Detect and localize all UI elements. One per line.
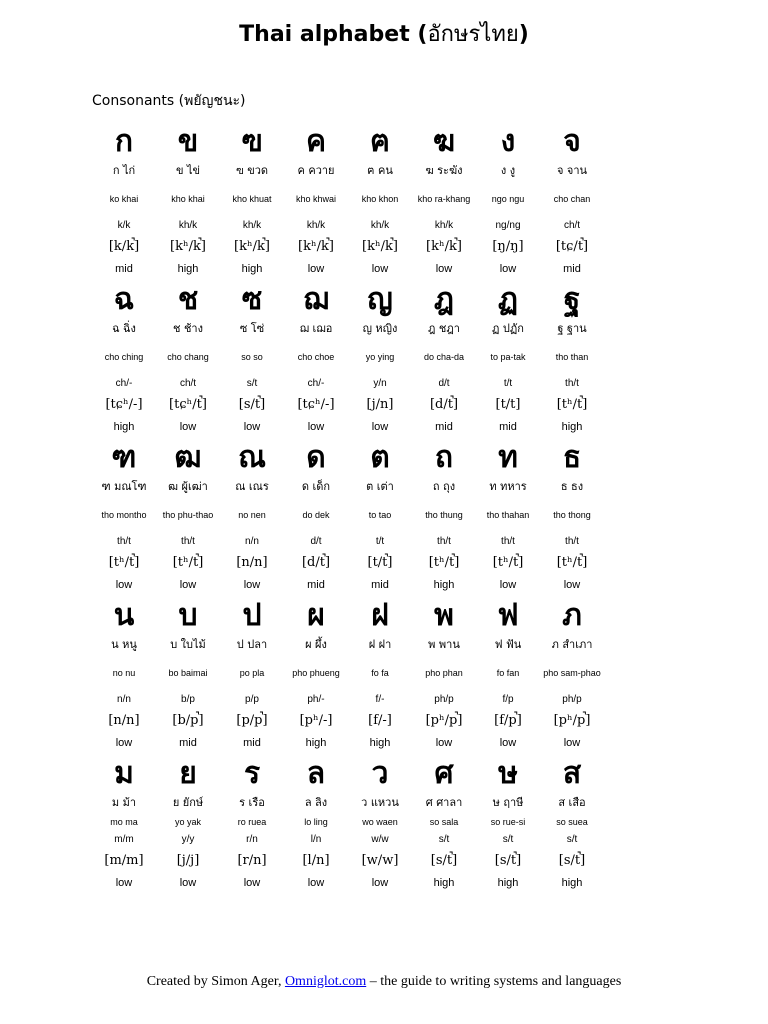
consonant-letter: ษ — [498, 756, 518, 791]
consonant-letter: ค — [305, 124, 327, 159]
consonant-class: low — [371, 263, 389, 275]
consonant-name: ต เต่า — [366, 480, 394, 493]
ipa-pronunciation: [w/w] — [361, 853, 399, 868]
ipa-pronunciation: [p/p̚] — [236, 713, 268, 728]
consonant-letter: ช — [177, 282, 199, 317]
consonant-cell — [476, 283, 540, 437]
consonant-name: ญ หญิง — [362, 322, 398, 335]
consonant-name: บ ใบไม้ — [170, 638, 206, 651]
consonant-romanized-name: tho thahan — [486, 510, 530, 520]
consonant-cell — [284, 599, 348, 753]
ipa-pronunciation: [tɕʰ/-] — [105, 397, 143, 412]
consonant-class: low — [435, 263, 453, 275]
consonant-cell — [540, 283, 604, 437]
consonant-romanized-name: tho than — [555, 352, 589, 362]
consonant-cell — [540, 757, 604, 893]
consonant-letter: ภ — [562, 598, 582, 633]
consonant-name: ส เสือ — [558, 796, 586, 809]
consonant-cell — [476, 125, 540, 279]
consonant-class: low — [307, 877, 325, 889]
consonant-cell — [412, 757, 476, 893]
consonant-cell — [284, 441, 348, 595]
ipa-pronunciation: [s/t̚] — [430, 853, 458, 868]
consonant-class: high — [497, 877, 519, 889]
consonant-romanized-name: no nen — [238, 510, 266, 520]
consonant-class: mid — [435, 421, 453, 433]
transliteration: f/p — [502, 694, 514, 705]
consonant-name: ด เด็ก — [301, 480, 331, 493]
ipa-pronunciation: [t/t̚] — [367, 555, 393, 570]
consonant-romanized-name: bo baimai — [168, 668, 208, 678]
consonant-name: ฟ ฟัน — [494, 638, 522, 651]
consonant-romanized-name: no nu — [112, 668, 136, 678]
consonant-romanized-name: do dek — [302, 510, 330, 520]
consonant-class: low — [115, 737, 133, 749]
consonant-cell — [220, 441, 284, 595]
consonant-cell — [220, 125, 284, 279]
consonant-romanized-name: yo yak — [174, 817, 201, 827]
consonant-class: low — [243, 877, 261, 889]
consonant-romanized-name: pho sam-phao — [543, 668, 601, 678]
consonant-class: high — [305, 737, 327, 749]
consonant-name: ฝ ฝา — [368, 638, 392, 651]
consonant-name: ภ สำเภา — [551, 638, 593, 651]
consonant-name: ค ควาย — [297, 164, 335, 177]
ipa-pronunciation: [s/t̚] — [494, 853, 522, 868]
transliteration: ph/p — [562, 694, 582, 705]
consonant-romanized-name: pho phan — [425, 668, 463, 678]
consonant-romanized-name: so rue-si — [490, 817, 526, 827]
ipa-pronunciation: [tʰ/t̚] — [428, 555, 460, 570]
consonant-cell — [92, 441, 156, 595]
consonant-cell — [284, 283, 348, 437]
transliteration: th/t — [437, 536, 451, 547]
consonant-grid — [92, 125, 668, 897]
consonant-letter: ฝ — [371, 598, 389, 633]
transliteration: ch/- — [307, 378, 325, 389]
consonant-letter: ซ — [241, 282, 263, 317]
consonant-cell — [412, 441, 476, 595]
consonant-name: ษ ฤาษี — [492, 796, 524, 809]
consonant-cell — [348, 283, 412, 437]
consonant-name: ฐ ฐาน — [557, 322, 587, 335]
consonant-class: mid — [307, 579, 325, 591]
transliteration: th/t — [565, 378, 579, 389]
consonant-class: mid — [563, 263, 581, 275]
transliteration: d/t — [310, 536, 322, 547]
consonant-class: low — [499, 263, 517, 275]
ipa-pronunciation: [kʰ/k̚] — [234, 239, 270, 254]
consonant-row — [92, 757, 668, 897]
consonant-letter: ก — [114, 124, 134, 159]
consonant-class: low — [307, 263, 325, 275]
consonant-cell — [348, 599, 412, 753]
transliteration: s/t — [566, 834, 578, 845]
consonant-romanized-name: so so — [241, 352, 263, 362]
consonant-letter: จ — [563, 124, 581, 159]
ipa-pronunciation: [f/-] — [368, 713, 392, 728]
consonant-letter: ท — [498, 440, 518, 475]
consonant-name: ฏ ปฏัก — [492, 322, 524, 335]
title-close: ) — [518, 22, 529, 47]
consonant-name: ฅ คน — [367, 164, 393, 177]
consonant-name: ศ ศาลา — [425, 796, 463, 809]
consonant-class: high — [433, 877, 455, 889]
transliteration: d/t — [438, 378, 450, 389]
consonant-romanized-name: kho ra-khang — [417, 194, 471, 204]
consonant-letter: ญ — [367, 282, 393, 317]
consonant-romanized-name: kho khuat — [232, 194, 272, 204]
ipa-pronunciation: [tʰ/t̚] — [172, 555, 204, 570]
ipa-pronunciation: [kʰ/k̚] — [170, 239, 206, 254]
consonant-name: ฑ มณโฑ — [101, 480, 147, 493]
consonant-cell — [156, 441, 220, 595]
consonant-name: ย ยักษ์ — [172, 796, 204, 809]
consonant-cell — [476, 441, 540, 595]
consonant-row — [92, 125, 668, 283]
consonant-cell — [156, 599, 220, 753]
ipa-pronunciation: [l/n] — [302, 853, 330, 868]
consonant-class: low — [371, 421, 389, 433]
consonant-romanized-name: so sala — [429, 817, 459, 827]
consonant-name: ล ลิง — [304, 796, 328, 809]
ipa-pronunciation: [tʰ/t̚] — [108, 555, 140, 570]
consonant-letter: ณ — [238, 440, 266, 475]
transliteration: n/n — [117, 694, 131, 705]
consonant-romanized-name: fo fa — [371, 668, 389, 678]
consonant-letter: ฐ — [563, 282, 581, 317]
transliteration: k/k — [117, 220, 131, 231]
omniglot-link[interactable]: Omniglot.com — [284, 974, 367, 989]
consonant-letter: ม — [114, 756, 134, 791]
consonant-letter: ด — [306, 440, 326, 475]
transliteration: p/p — [245, 694, 259, 705]
consonant-name: ฌ เฌอ — [299, 322, 333, 335]
consonant-class: low — [179, 579, 197, 591]
consonant-romanized-name: ro ruea — [237, 817, 267, 827]
transliteration: b/p — [181, 694, 195, 705]
consonant-letter: ธ — [562, 440, 582, 475]
consonant-name: ง งู — [500, 164, 516, 177]
transliteration: t/t — [375, 536, 385, 547]
ipa-pronunciation: [d/t̚] — [429, 397, 459, 412]
ipa-pronunciation: [pʰ/p̚] — [553, 713, 591, 728]
transliteration: ph/- — [307, 694, 325, 705]
ipa-pronunciation: [f/p̚] — [494, 713, 522, 728]
transliteration: kh/k — [178, 220, 198, 231]
consonant-name: ฆ ระฆัง — [425, 164, 463, 177]
ipa-pronunciation: [kʰ/k̚] — [426, 239, 462, 254]
consonant-name: ข ไข่ — [175, 164, 201, 177]
consonant-class: high — [241, 263, 263, 275]
consonant-class: low — [115, 579, 133, 591]
consonant-cell — [156, 125, 220, 279]
consonant-letter: ฆ — [432, 124, 456, 159]
consonant-letter: ถ — [434, 440, 454, 475]
consonant-cell — [220, 757, 284, 893]
consonant-romanized-name: po pla — [239, 668, 265, 678]
consonant-class: low — [243, 579, 261, 591]
consonant-name: ผ ผึ้ง — [305, 638, 327, 651]
consonant-letter: ฌ — [303, 282, 329, 317]
consonant-romanized-name: tho phu-thao — [162, 510, 214, 520]
transliteration: th/t — [117, 536, 131, 547]
consonant-class: mid — [115, 263, 133, 275]
consonant-romanized-name: mo ma — [110, 817, 138, 827]
consonant-class: mid — [179, 737, 197, 749]
transliteration: r/n — [246, 834, 258, 845]
ipa-pronunciation: [j/n] — [366, 397, 394, 412]
ipa-pronunciation: [pʰ/-] — [299, 713, 333, 728]
consonant-letter: ศ — [434, 756, 454, 791]
consonant-cell — [412, 283, 476, 437]
consonant-romanized-name: lo ling — [304, 817, 328, 827]
consonant-cell — [92, 283, 156, 437]
ipa-pronunciation: [tʰ/t̚] — [556, 397, 588, 412]
consonant-class: high — [561, 877, 583, 889]
transliteration: kh/k — [306, 220, 326, 231]
ipa-pronunciation: [t/t] — [495, 397, 521, 412]
consonant-romanized-name: do cha-da — [423, 352, 465, 362]
consonant-name: ซ โซ่ — [239, 322, 265, 335]
consonant-name: ม ม้า — [111, 796, 137, 809]
consonant-letter: ฉ — [113, 282, 135, 317]
consonant-romanized-name: cho ching — [104, 352, 144, 362]
consonant-name: ฒ ผู้เฒ่า — [168, 480, 208, 493]
ipa-pronunciation: [b/p̚] — [172, 713, 204, 728]
transliteration: th/t — [501, 536, 515, 547]
ipa-pronunciation: [n/n] — [108, 713, 140, 728]
consonant-letter: ล — [306, 756, 326, 791]
consonant-romanized-name: tho thong — [553, 510, 591, 520]
consonant-class: low — [179, 421, 197, 433]
consonant-name: ถ ถุง — [432, 480, 456, 493]
consonant-cell — [284, 757, 348, 893]
consonant-letter: ฟ — [497, 598, 519, 633]
consonant-cell — [540, 125, 604, 279]
consonant-romanized-name: pho phueng — [292, 668, 340, 678]
consonant-name: ณ เณร — [235, 480, 269, 493]
transliteration: s/t — [502, 834, 514, 845]
transliteration: th/t — [565, 536, 579, 547]
consonant-romanized-name: kho khon — [361, 194, 399, 204]
consonant-romanized-name: kho khwai — [295, 194, 337, 204]
consonant-row — [92, 599, 668, 757]
consonant-class: mid — [499, 421, 517, 433]
consonant-class: low — [499, 737, 517, 749]
transliteration: m/m — [114, 834, 134, 845]
footer-prefix: Created by Simon Ager, — [146, 974, 285, 989]
consonant-name: พ พาน — [428, 638, 460, 651]
ipa-pronunciation: [s/t̚] — [558, 853, 586, 868]
ipa-pronunciation: [tɕʰ/t̚] — [169, 397, 207, 412]
consonant-letter: ร — [243, 756, 261, 791]
transliteration: kh/k — [242, 220, 262, 231]
consonant-romanized-name: to pa-tak — [490, 352, 526, 362]
transliteration: ch/- — [115, 378, 133, 389]
consonant-letter: ว — [371, 756, 389, 791]
transliteration: f/- — [375, 694, 385, 705]
consonant-class: high — [177, 263, 199, 275]
consonant-cell — [540, 599, 604, 753]
ipa-pronunciation: [ŋ/ŋ] — [492, 239, 524, 254]
consonant-romanized-name: yo ying — [365, 352, 395, 362]
consonant-letter: ฒ — [174, 440, 202, 475]
ipa-pronunciation: [tʰ/t̚] — [492, 555, 524, 570]
consonant-letter: ฏ — [497, 282, 519, 317]
ipa-pronunciation: [tʰ/t̚] — [556, 555, 588, 570]
transliteration: ph/p — [434, 694, 454, 705]
ipa-pronunciation: [n/n] — [236, 555, 268, 570]
consonant-letter: ส — [562, 756, 582, 791]
consonant-letter: ฑ — [111, 440, 137, 475]
consonant-cell — [348, 125, 412, 279]
consonant-letter: ต — [370, 440, 390, 475]
ipa-pronunciation: [kʰ/k̚] — [298, 239, 334, 254]
consonant-romanized-name: so suea — [556, 817, 588, 827]
ipa-pronunciation: [kʰ/k̚] — [362, 239, 398, 254]
page-title — [0, 16, 768, 51]
ipa-pronunciation: [j/j] — [176, 853, 200, 868]
consonant-name: ร เรือ — [239, 796, 265, 809]
consonant-class: low — [371, 877, 389, 889]
consonant-cell — [220, 283, 284, 437]
consonant-letter: ฅ — [369, 124, 391, 159]
transliteration: t/t — [503, 378, 513, 389]
consonant-class: low — [115, 877, 133, 889]
consonant-name: ว แหวน — [361, 796, 399, 809]
ipa-pronunciation: [tɕʰ/-] — [297, 397, 335, 412]
section-title: Consonants (พยัญชนะ) — [92, 93, 246, 109]
consonant-letter: พ — [434, 598, 454, 633]
ipa-pronunciation: [s/t̚] — [238, 397, 266, 412]
consonant-class: high — [561, 421, 583, 433]
ipa-pronunciation: [k/k̚] — [108, 239, 140, 254]
consonant-letter: บ — [178, 598, 198, 633]
consonant-name: ฉ ฉิ่ง — [112, 322, 136, 335]
consonant-class: high — [369, 737, 391, 749]
consonant-row — [92, 283, 668, 441]
consonant-name: ธ ธง — [560, 480, 584, 493]
consonant-class: low — [563, 737, 581, 749]
transliteration: w/w — [371, 834, 389, 845]
consonant-letter: ย — [179, 756, 197, 791]
consonant-class: low — [307, 421, 325, 433]
consonant-romanized-name: cho chang — [167, 352, 209, 362]
transliteration: n/n — [245, 536, 259, 547]
consonant-romanized-name: cho choe — [297, 352, 335, 362]
consonant-name: ฎ ชฎา — [428, 322, 460, 335]
consonant-name: น หนู — [111, 638, 137, 651]
consonant-romanized-name: tho montho — [101, 510, 147, 520]
consonant-class: low — [435, 737, 453, 749]
footer-suffix: – the guide to writing systems and languages — [366, 974, 622, 989]
consonant-romanized-name: wo waen — [362, 817, 398, 827]
consonant-row — [92, 441, 668, 599]
consonant-letter: ผ — [307, 598, 325, 633]
consonant-cell — [476, 599, 540, 753]
consonant-cell — [92, 125, 156, 279]
consonant-name: ก ไก่ — [112, 164, 136, 177]
consonant-cell — [220, 599, 284, 753]
consonant-class: low — [499, 579, 517, 591]
consonant-cell — [540, 441, 604, 595]
ipa-pronunciation: [m/m] — [104, 853, 144, 868]
transliteration: y/n — [373, 378, 387, 389]
consonant-letter: ฃ — [241, 124, 263, 159]
consonant-letter: ง — [500, 124, 516, 159]
consonant-cell — [284, 125, 348, 279]
consonant-cell — [412, 125, 476, 279]
consonant-name: ป ปลา — [236, 638, 268, 651]
ipa-pronunciation: [r/n] — [237, 853, 267, 868]
consonant-name: ฃ ขวด — [235, 164, 269, 177]
consonant-class: high — [113, 421, 135, 433]
title-main: Thai alphabet ( — [239, 22, 428, 47]
transliteration: ch/t — [179, 378, 197, 389]
consonant-class: mid — [371, 579, 389, 591]
transliteration: l/n — [310, 834, 322, 845]
consonant-name: ช ช้าง — [173, 322, 203, 335]
transliteration: ch/t — [563, 220, 581, 231]
transliteration: th/t — [181, 536, 195, 547]
footer — [0, 974, 768, 990]
consonant-romanized-name: ko khai — [109, 194, 139, 204]
consonant-letter: น — [113, 598, 135, 633]
transliteration: kh/k — [434, 220, 454, 231]
ipa-pronunciation: [pʰ/p̚] — [425, 713, 463, 728]
consonant-class: low — [243, 421, 261, 433]
consonant-cell — [476, 757, 540, 893]
consonant-romanized-name: to tao — [368, 510, 392, 520]
consonant-class: high — [433, 579, 455, 591]
consonant-cell — [92, 599, 156, 753]
transliteration: kh/k — [370, 220, 390, 231]
consonant-romanized-name: ngo ngu — [491, 194, 525, 204]
consonant-romanized-name: kho khai — [171, 194, 205, 204]
consonant-class: low — [179, 877, 197, 889]
title-thai: อักษรไทย — [427, 22, 519, 47]
consonant-romanized-name: tho thung — [425, 510, 463, 520]
consonant-letter: ข — [177, 124, 199, 159]
consonant-class: mid — [243, 737, 261, 749]
consonant-romanized-name: fo fan — [496, 668, 520, 678]
consonant-letter: ป — [242, 598, 262, 633]
consonant-letter: ฎ — [433, 282, 455, 317]
transliteration: y/y — [181, 834, 195, 845]
consonant-name: จ จาน — [556, 164, 588, 177]
transliteration: s/t — [246, 378, 258, 389]
consonant-cell — [348, 441, 412, 595]
ipa-pronunciation: [d/t̚] — [301, 555, 331, 570]
consonant-romanized-name: cho chan — [553, 194, 591, 204]
transliteration: ng/ng — [495, 220, 521, 231]
consonant-name: ท ทหาร — [489, 480, 527, 493]
consonant-cell — [348, 757, 412, 893]
consonant-cell — [156, 757, 220, 893]
consonant-cell — [412, 599, 476, 753]
consonant-cell — [92, 757, 156, 893]
transliteration: s/t — [438, 834, 450, 845]
consonant-class: low — [563, 579, 581, 591]
consonant-cell — [156, 283, 220, 437]
ipa-pronunciation: [tɕ/t̚] — [555, 239, 589, 254]
